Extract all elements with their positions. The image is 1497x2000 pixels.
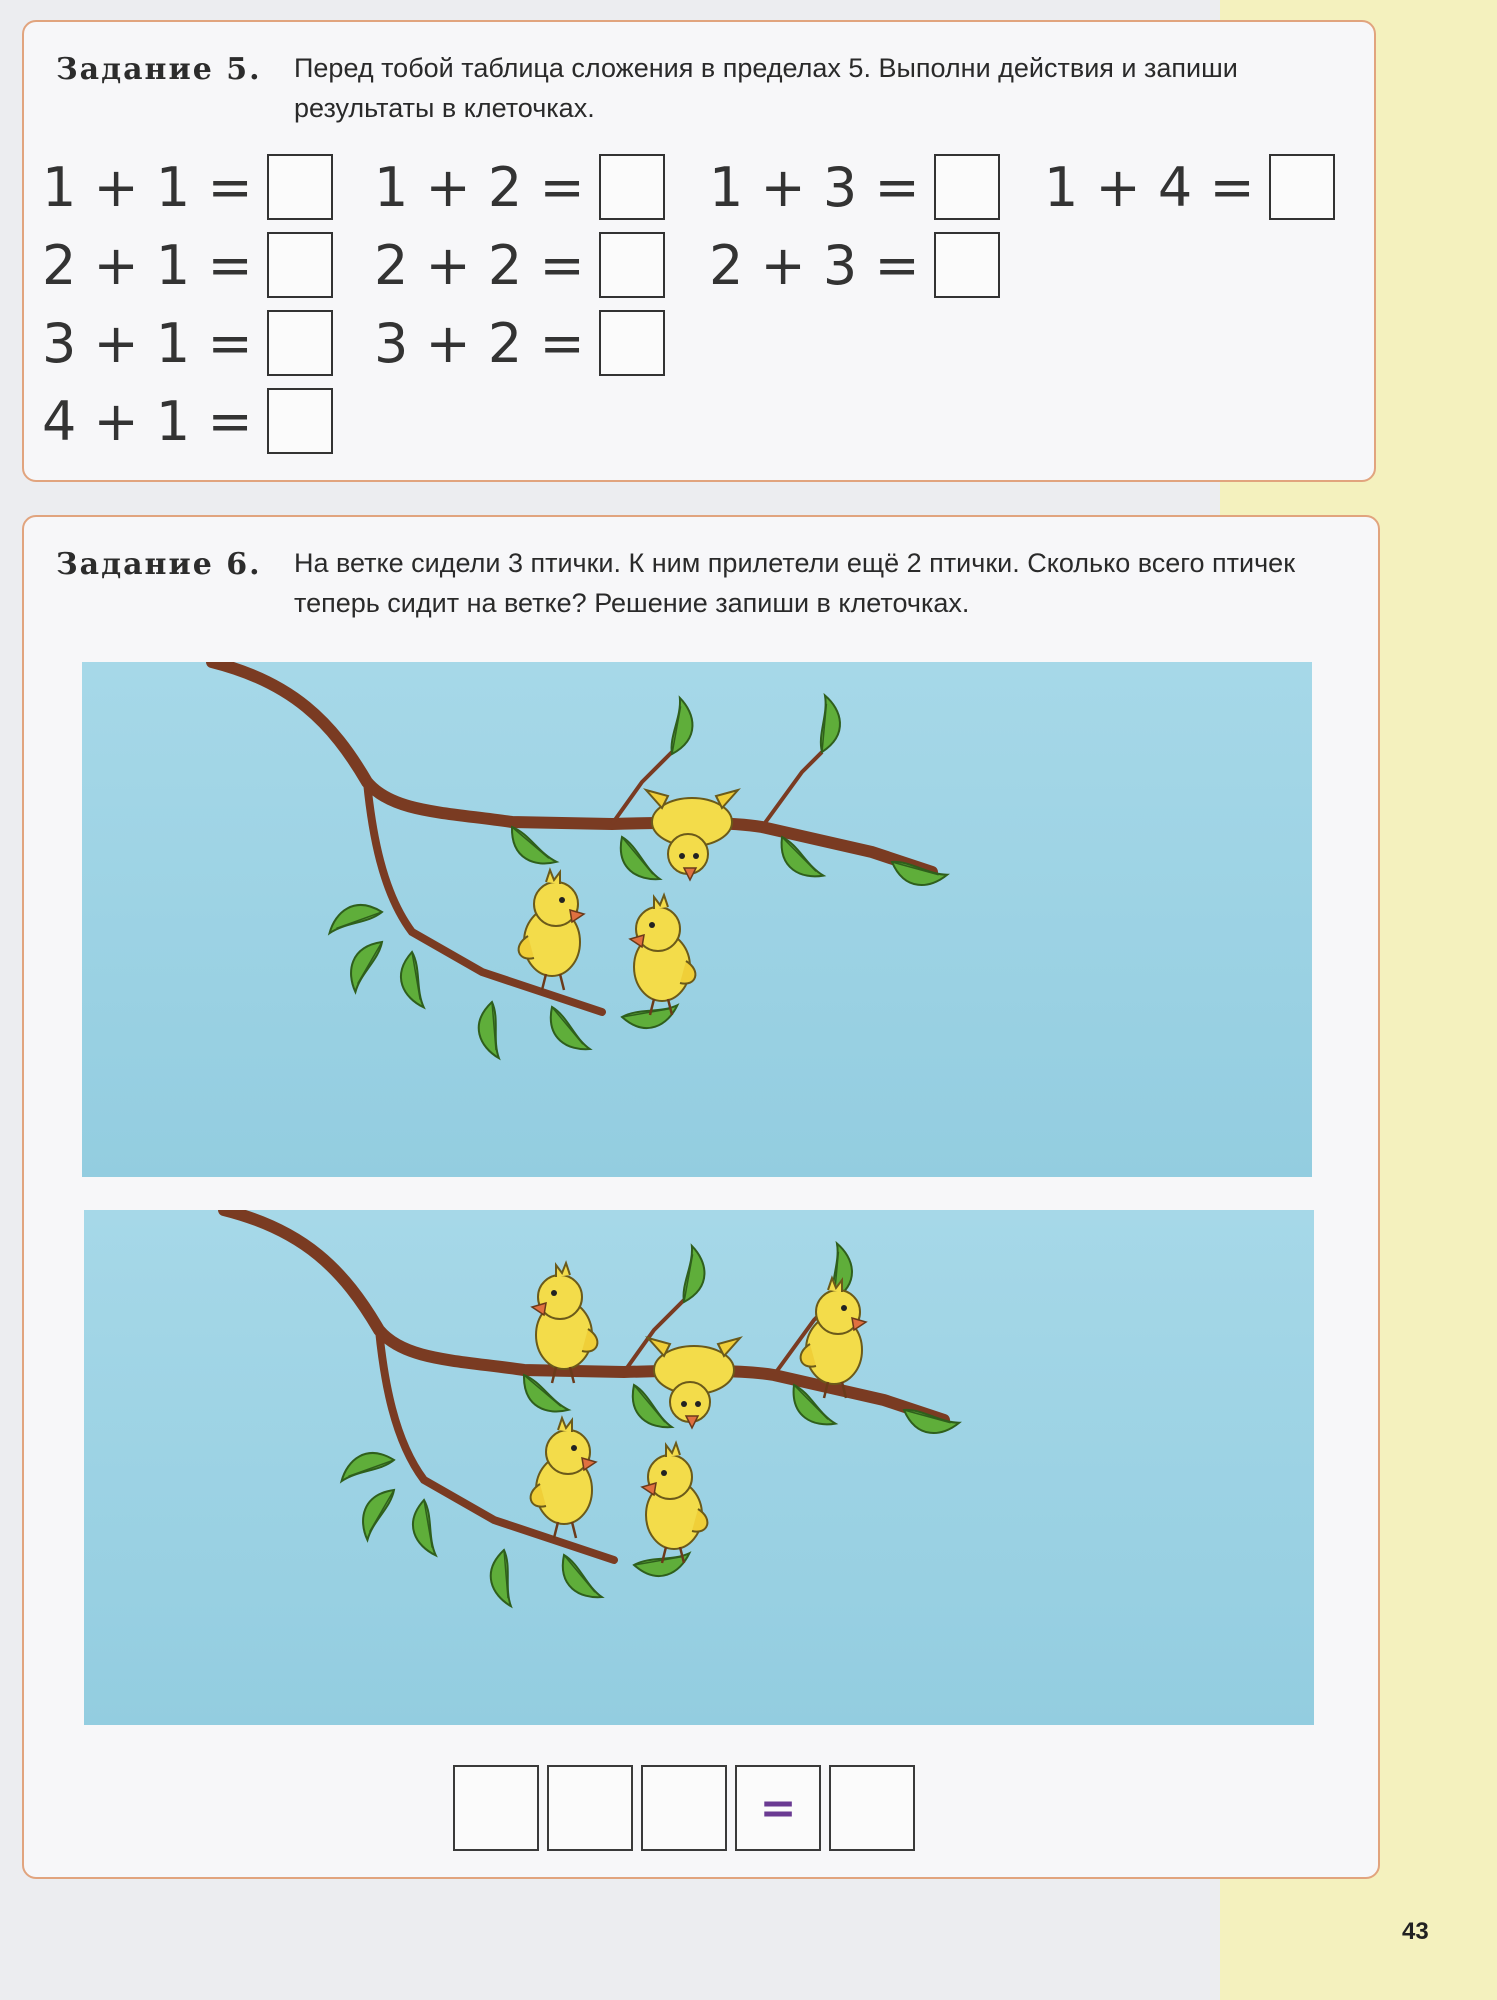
answer-box[interactable] bbox=[934, 154, 1000, 220]
answer-box[interactable] bbox=[599, 154, 665, 220]
answer-box[interactable] bbox=[267, 388, 333, 454]
equals-cell: = bbox=[735, 1765, 821, 1851]
answer-box[interactable] bbox=[1269, 154, 1335, 220]
equation-expression: 4 + 1 = bbox=[42, 389, 253, 453]
answer-box[interactable] bbox=[599, 310, 665, 376]
equation bbox=[709, 230, 1000, 300]
answer-box[interactable] bbox=[934, 232, 1000, 298]
picture-three-birds bbox=[82, 662, 1312, 1177]
equation-expression: 1 + 1 = bbox=[42, 155, 253, 219]
equation-expression: 3 + 1 = bbox=[42, 311, 253, 375]
answer-cell[interactable] bbox=[641, 1765, 727, 1851]
equation-expression: 1 + 2 = bbox=[374, 155, 585, 219]
equation bbox=[42, 152, 333, 222]
answer-box[interactable] bbox=[599, 232, 665, 298]
task-5-title: Задание 5. bbox=[56, 52, 262, 87]
equation bbox=[374, 230, 665, 300]
task-6-text: На ветке сидели 3 птички. К ним прилетели ещё 2 птички. Сколько всего птичек теперь сидит на ветке? Решение запиши в клеточках. bbox=[294, 548, 1296, 618]
equation-expression: 3 + 2 = bbox=[374, 311, 585, 375]
task-6-title: Задание 6. bbox=[56, 547, 262, 582]
answer-box[interactable] bbox=[267, 310, 333, 376]
equation bbox=[42, 386, 333, 456]
equation bbox=[42, 230, 333, 300]
equation-expression: 2 + 1 = bbox=[42, 233, 253, 297]
task-5-text: Перед тобой таблица сложения в пределах 5. Выполни действия и запиши результаты в клеточках. bbox=[294, 53, 1238, 123]
equation-expression: 1 + 4 = bbox=[1044, 155, 1255, 219]
equation bbox=[374, 152, 665, 222]
picture-five-birds bbox=[84, 1210, 1314, 1725]
answer-cell[interactable] bbox=[547, 1765, 633, 1851]
equation bbox=[42, 308, 333, 378]
answer-box[interactable] bbox=[267, 232, 333, 298]
task-5-box bbox=[22, 20, 1376, 482]
equation-expression: 2 + 2 = bbox=[374, 233, 585, 297]
equation bbox=[709, 152, 1000, 222]
answer-cell[interactable] bbox=[829, 1765, 915, 1851]
answer-cell[interactable] bbox=[453, 1765, 539, 1851]
equation-expression: 1 + 3 = bbox=[709, 155, 920, 219]
equation bbox=[1044, 152, 1335, 222]
equation-expression: 2 + 3 = bbox=[709, 233, 920, 297]
equation bbox=[374, 308, 665, 378]
answer-box[interactable] bbox=[267, 154, 333, 220]
answer-cells-row bbox=[453, 1765, 915, 1851]
page-number: 43 bbox=[1402, 1918, 1429, 1945]
